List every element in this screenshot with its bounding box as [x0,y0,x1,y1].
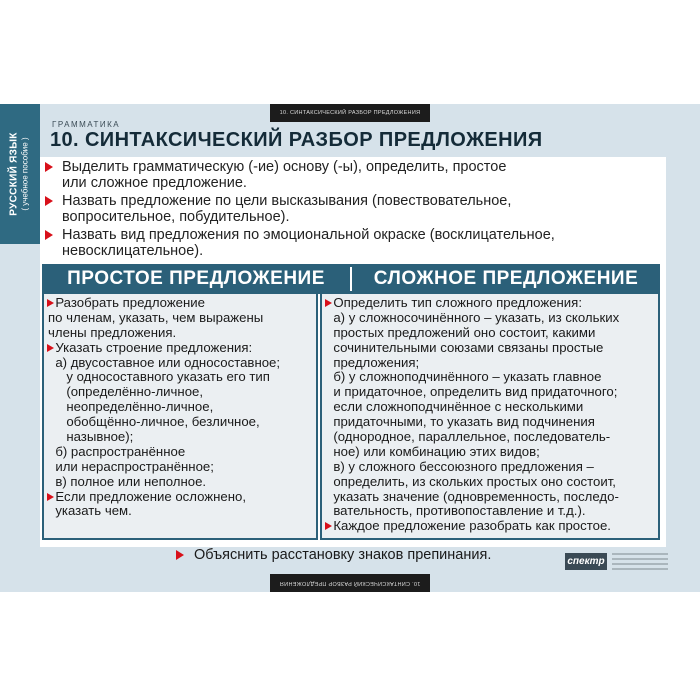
panel-line-text: в) полное или неполное. [48,473,207,489]
panel-line-text: (определённо-личное, [48,384,204,400]
panel-line [326,370,619,385]
simple-sentence-header: ПРОСТОЕ ПРЕДЛОЖЕНИЕ [67,268,325,289]
panel-line-text: Разобрать предложение [48,295,205,310]
panel-line-text: б) у сложноподчинённого – указать главное [326,369,602,385]
columns-header [42,264,660,294]
panel-line [326,445,619,460]
bullet-text: Назвать вид предложения по эмоциональной окраске (восклицательное, невосклицательное). [62,227,555,259]
simple-sentence-panel [42,294,318,540]
panel-line-text: Определить тип сложного предложения: [326,295,582,310]
side-tab [0,104,40,244]
panel-line [326,504,619,519]
panel-line-text: (однородное, параллельное, последователь- [326,429,611,445]
panel-line-text: придаточными, то указать вид подчинения [326,414,595,430]
panel-line-text: по членам, указать, чем выражены [48,309,264,325]
arrow-icon [47,299,54,307]
complex-sentence-header: СЛОЖНОЕ ПРЕДЛОЖЕНИЕ [373,268,639,289]
panel-line-text: ное) или комбинацию этих видов; [326,443,540,459]
panel-line [326,430,619,445]
panel-line [48,400,280,415]
panel-line [326,326,619,341]
arrow-icon [325,522,332,530]
final-instruction-text: Объяснить расстановку знаков препинания. [194,547,492,563]
panel-line-text: у односоставного указать его тип [48,369,270,385]
side-tab-text [9,132,31,215]
arrow-icon [47,493,54,501]
panel-line [48,490,280,505]
list-item [42,227,662,259]
panel-line [326,460,619,475]
panel-line-text: Если предложение осложнено, [48,488,247,504]
arrow-icon [45,230,53,240]
panel-line [48,504,280,519]
panel-line [48,296,280,311]
panel-line-text: сочинительными союзами связаны простые [326,339,604,355]
intro-bullets [42,159,662,261]
panel-line [326,490,619,505]
publisher-fineprint [612,553,668,579]
panel-line [48,356,280,371]
panel-line [48,475,280,490]
arrow-icon [45,196,53,206]
complex-sentence-text [326,296,619,534]
panel-line [48,370,280,385]
panel-line-text: указать чем. [48,503,132,519]
panel-line [326,400,619,415]
panel-line-text: простых предложений оно состоит, какими [326,324,596,340]
panel-line [48,341,280,356]
panel-line [326,385,619,400]
complex-sentence-panel [320,294,660,540]
panel-line [326,311,619,326]
panel-line-text: б) распространённое [48,443,186,459]
panel-line-text: а) двусоставное или односоставное; [48,354,281,370]
panel-line-text: предложения; [326,354,420,370]
list-item [42,159,662,191]
panel-line-text: Каждое предложение разобрать как простое. [326,518,611,534]
panel-line [48,460,280,475]
panel-line-text: а) у сложносочинённого – указать, из скольких [326,309,620,325]
panel-line-text: назывное); [48,429,134,445]
panel-line [326,475,619,490]
simple-sentence-text [48,296,280,519]
final-instruction [176,547,491,563]
panel-line [48,385,280,400]
panel-line-text: обобщённо-личное, безличное, [48,414,260,430]
panel-line-text: и придаточное, определить вид придаточного; [326,384,618,400]
panel-line-text: или нераспространённое; [48,458,214,474]
arrow-icon [45,162,53,172]
panel-line-text: в) у сложного бессоюзного предложения – [326,458,594,474]
list-item [42,193,662,225]
panel-line [48,445,280,460]
bullet-text: Выделить грамматическую (-ие) основу (-ы), определить, простое или сложное предложение. [62,159,507,191]
page-title: 10. СИНТАКСИЧЕСКИЙ РАЗБОР ПРЕДЛОЖЕНИЯ [50,129,543,151]
category-label: ГРАММАТИКА [52,120,121,129]
panel-line [326,296,619,311]
panel-line-text: члены предложения. [48,324,177,340]
publisher-logo: спектр [565,553,607,570]
panel-line-text: вательность, противопоставление и т.д.). [326,503,586,519]
panel-line-text: указать значение (одновременность, последо- [326,488,619,504]
bottom-strip: 10. СИНТАКСИЧЕСКИЙ РАЗБОР ПРЕДЛОЖЕНИЯ [270,574,430,592]
arrow-icon [325,299,332,307]
panel-line-text: если сложноподчинённое с несколькими [326,399,584,415]
panel-line [326,415,619,430]
side-tab-subject: РУССКИЙ ЯЗЫК [9,132,20,216]
panel-line [326,341,619,356]
panel-line [48,430,280,445]
panel-line-text: определить, из скольких простых оно состоит, [326,473,616,489]
bullet-text: Назвать предложение по цели высказывания (повествовательное, вопросительное, побудительное). [62,193,512,225]
panel-line-text: Указать строение предложения: [48,339,253,355]
panel-line [48,415,280,430]
panel-line [48,326,280,341]
panel-line [326,356,619,371]
panel-line [48,311,280,326]
panel-line-text: неопределённо-личное, [48,399,214,415]
top-strip: 10. СИНТАКСИЧЕСКИЙ РАЗБОР ПРЕДЛОЖЕНИЯ [270,104,430,122]
arrow-icon [176,550,184,560]
arrow-icon [47,344,54,352]
panel-line [326,519,619,534]
side-tab-note: ( учебное пособие ) [21,137,30,211]
